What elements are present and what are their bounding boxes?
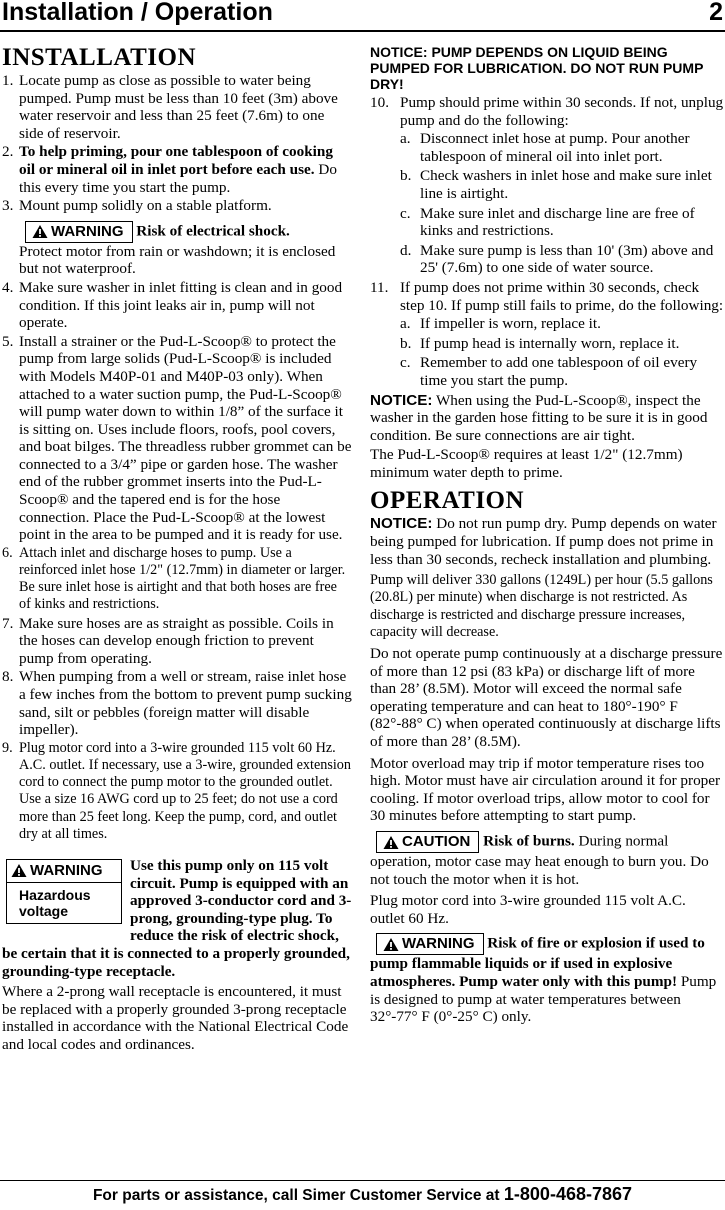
fire-warning: WARNING Risk of fire or explosion if used to pump flammable liquids or if used in explosive atmospheres. Pump water only with this pump! Pump is designed to pump at water temperatures between 32°-77° F (0°-25° C) only. <box>370 934 717 1026</box>
step-11c: c. Remember to add one tablespoon of oil every time you start the pump. <box>400 354 698 389</box>
caution-badge: CAUTION <box>376 831 479 853</box>
grounding-warning <box>2 857 352 1054</box>
shock-warning: WARNING Risk of electrical shock. Protect motor from rain or washdown; it is enclosed but not waterproof. <box>19 222 336 278</box>
warning-triangle-icon <box>383 835 399 850</box>
step-11a: a. If impeller is worn, replace it. <box>400 315 601 333</box>
burn-caution: CAUTION Risk of burns. During normal operation, motor case may heat enough to burn you. Do not touch the motor when it is hot. <box>370 832 709 888</box>
hazard-label: Hazardous voltage <box>19 886 91 919</box>
step-10a: a. Disconnect inlet hose at pump. Pour another tablespoon of mineral oil into inlet port. <box>400 130 690 165</box>
customer-service-phone: 1-800-468-7867 <box>503 1184 633 1204</box>
step-4: 4. Make sure washer in inlet fitting is clean and in good condition. If this joint leaks air in, pump will not operate. <box>2 278 343 332</box>
continuous-operation-paragraph: Do not operate pump continuously at a discharge pressure of more than 12 psi (83 kPa) or discharge lift of more than 28’ (8.5M). Motor will exceed the normal safe operating temperature and can heat to 180°-190° F (82°-88° C) when operated continuously at discharge lifts of more than 28’ (8.5M). <box>370 645 723 751</box>
lubrication-notice: NOTICE: PUMP DEPENDS ON LIQUID BEING PUMPED FOR LUBRICATION. DO NOT RUN PUMP DRY! <box>370 44 704 92</box>
operation-column <box>370 44 724 1026</box>
step-8: 8. When pumping from a well or stream, raise inlet hose a few inches from the bottom to prevent pump sucking sand, silt or pebbles (foreign matter will disable impeller). <box>2 668 352 739</box>
step-10b: b. Check washers in inlet hose and make sure inlet line is airtight. <box>400 167 712 202</box>
hazardous-voltage-badge: WARNING Hazardous voltage <box>6 859 122 924</box>
page-number: 2 <box>709 0 723 26</box>
warning-badge: WARNING <box>25 221 133 243</box>
installation-column <box>2 44 352 1056</box>
step-5: 5. Install a strainer or the Pud-L-Scoop® to protect the pump from large solids (Pud-L-Scoop® is included with Models M40P-01 and M40P-03 only). When attached to a water suction pump, the Pud-L-Scoop® will pump water down to within 1/8” of the surface it is sitting on. Uses include floors, roofs, pool covers, and boat bilges. The threadless rubber grommet can be connected to a 3/4” pipe or garden hose. The washer end of the rubber grommet inserts into the Pud-L-Scoop® and the tapered end is for the hose connection. Place the Pud-L-Scoop® at the lowest point in the area to be pumped and it is ready for use. <box>2 332 352 544</box>
grounding-notice: Use this pump only on 115 volt circuit. Pump is equipped with an approved 3-conductor cord and 3-prong, grounding-type plug. To reduce the risk of electric shock, be certain that it is connected to a properly grounded, grounding-type receptacle. <box>2 857 352 980</box>
water-depth-note: The Pud-L-Scoop® requires at least 1/2" (12.7mm) minimum water depth to prime. <box>370 446 683 481</box>
plug-instruction: Plug motor cord into 3-wire grounded 115 volt A.C. outlet 60 Hz. <box>370 892 686 927</box>
step-6: 6. Attach inlet and discharge hoses to pump. Use a reinforced inlet hose 1/2" (12.7mm) in diameter or larger. Be sure inlet hose is airtight and that both hoses are free of kinks and restrictions. <box>2 544 346 613</box>
warning-badge: WARNING <box>376 933 484 955</box>
installation-heading: INSTALLATION <box>2 44 197 71</box>
step-11: 11. If pump does not prime within 30 seconds, check step 10. If pump still fails to prime, do the following: a. If impeller is worn, replace it. b. If pump head is internally worn, replace it. c. Remember to add one tablespoon of oil every time you start the pump. <box>370 278 724 389</box>
pud-l-scoop-notice: NOTICE: When using the Pud-L-Scoop®, inspect the washer in the garden hose fitting to be sure it is in good condition. Be sure connections are air tight. <box>370 391 708 444</box>
priming-steps <box>370 94 724 390</box>
step-7: 7. Make sure hoses are as straight as possible. Coils in the hoses can develop enough friction to prevent pump from operating. <box>2 614 334 667</box>
step-10: 10. Pump should prime within 30 seconds. If not, unplug pump and do the following: a. Disconnect inlet hose at pump. Pour another tablespoon of mineral oil into inlet port. b. Check washers in inlet hose and make sure inlet line is airtight. c. Make sure inlet and discharge line are free of kinks and restrictions. d. Make sure pump is less than 10' (3m) above and 25' (7.6m) to one side of water source. <box>370 94 724 277</box>
warning-triangle-icon <box>11 863 27 878</box>
capacity-paragraph: Pump will deliver 330 gallons (1249L) per hour (5.5 gallons (20.8L) per minute) when discharge is not restricted. As discharge is restricted and discharge pressure increases, capacity will decrease. <box>370 572 713 640</box>
step-10c: c. Make sure inlet and discharge line are free of kinks and restrictions. <box>400 204 695 240</box>
step-3: 3. Mount pump solidly on a stable platform. WARNING Risk of electrical shock. Protect motor from rain or washdown; it is enclosed but not waterproof. <box>2 197 352 278</box>
step-9: 9. Plug motor cord into a 3-wire grounded 115 volt 60 Hz. A.C. outlet. If necessary, use a 3-wire, grounded extension cord to connect the pump motor to the grounded outlet. Use a size 16 AWG cord up to 25 feet; do not use a cord more than 25 feet long. Keep the pump, cord, and outlet dry at all times. <box>2 739 351 842</box>
step-11b: b. If pump head is internally worn, replace it. <box>400 334 680 352</box>
page-title: Installation / Operation <box>2 0 273 26</box>
installation-steps <box>2 72 352 843</box>
page-header <box>0 0 725 32</box>
operation-heading: OPERATION <box>370 487 525 515</box>
receptacle-note: Where a 2-prong wall receptacle is encountered, it must be replaced with a properly grounded 3-prong receptacle installed in accordance with the National Electrical Code and local codes and ordinances. <box>2 983 349 1053</box>
overload-paragraph: Motor overload may trip if motor temperature rises too high. Motor must have air circulation around it for proper cooling. If motor overload trips, allow motor to cool for 30 minutes before attempting to start pump. <box>370 754 721 825</box>
page-footer <box>0 1180 725 1210</box>
step-2: 2. To help priming, pour one tablespoon of cooking oil or mineral oil in inlet port before each use. Do this every time you start the pump. <box>2 143 337 196</box>
warning-triangle-icon <box>32 224 48 239</box>
step-10d: d. Make sure pump is less than 10' (3m) above and 25' (7.6m) to one side of water source. <box>400 241 714 277</box>
warning-triangle-icon <box>383 937 399 952</box>
dry-run-notice: NOTICE: Do not run pump dry. Pump depends on water being pumped for lubrication. If pump does not prime in less than 30 seconds, recheck installation and plumbing. <box>370 515 717 568</box>
step-1: 1. Locate pump as close as possible to water being pumped. Pump must be less than 10 feet (3m) above water reservoir and less than 25 feet (7.6m) to one side of reservoir. <box>2 72 338 142</box>
footer-text: For parts or assistance, call Simer Customer Service at <box>92 1187 504 1204</box>
